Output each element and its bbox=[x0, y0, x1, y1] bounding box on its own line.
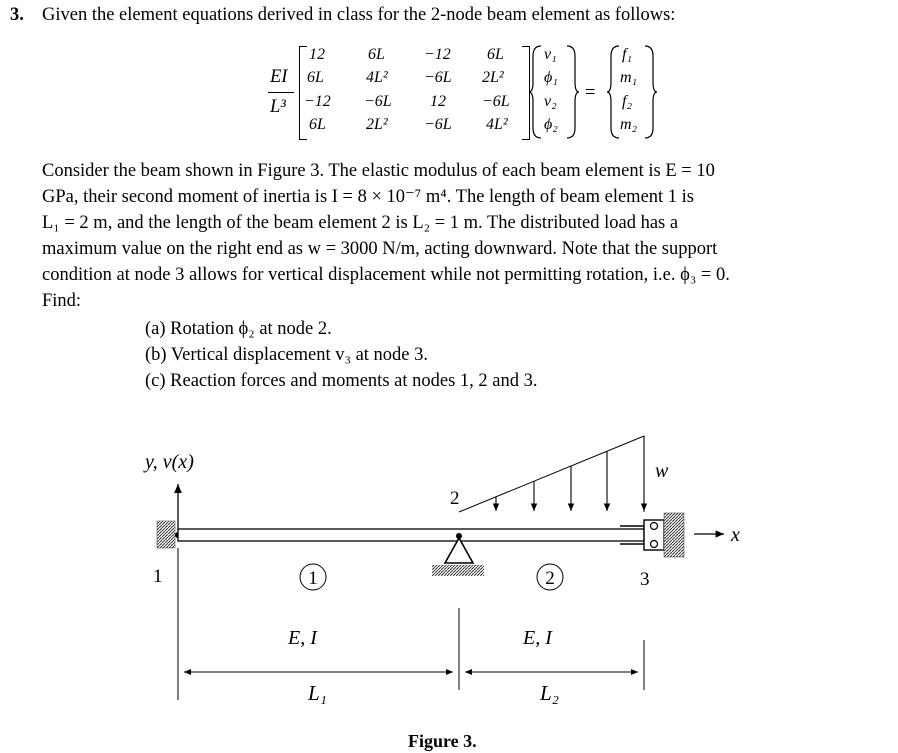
k31: −12 bbox=[304, 93, 331, 110]
paragraph-line-2: GPa, their second moment of inertia is I = 8 × 10⁻⁷ m⁴. The length of beam element 1 is bbox=[42, 187, 695, 207]
k33: 12 bbox=[430, 93, 446, 110]
y-axis-label: y, v(x) bbox=[145, 451, 194, 473]
beam bbox=[178, 529, 644, 541]
k34: −6L bbox=[482, 93, 510, 110]
k13: −12 bbox=[424, 46, 451, 63]
length-l2: L₂ bbox=[540, 681, 559, 705]
problem-number: 3. bbox=[10, 5, 24, 25]
roller-bottom bbox=[651, 541, 658, 548]
element-1-label: 1 bbox=[308, 568, 318, 589]
paragraph-line-4: maximum value on the right end as w = 3000 N/m, acting downward. Note that the support bbox=[42, 239, 718, 259]
pin-support bbox=[445, 538, 473, 563]
k32: −6L bbox=[364, 93, 392, 110]
task-c: (c) Reaction forces and moments at nodes 1, 2 and 3. bbox=[145, 371, 538, 391]
dof-phi1: ϕ₁ bbox=[544, 69, 558, 86]
fixed-wall-right bbox=[664, 513, 684, 557]
k12: 6L bbox=[368, 46, 385, 63]
k21: 6L bbox=[307, 69, 324, 86]
load-label: w bbox=[655, 460, 669, 482]
paragraph-line-6: Find: bbox=[42, 291, 82, 311]
figure-caption: Figure 3. bbox=[408, 731, 477, 751]
roller-top bbox=[651, 523, 658, 530]
load-arrows bbox=[496, 436, 644, 511]
task-a: (a) Rotation ϕ₂ at node 2. bbox=[145, 319, 332, 339]
dof-v1: v₁ bbox=[544, 46, 557, 63]
moment-m2: m₂ bbox=[620, 116, 638, 133]
paragraph-line-1: Consider the beam shown in Figure 3. The elastic modulus of each beam element is E = 10 bbox=[42, 161, 715, 181]
k43: −6L bbox=[424, 116, 452, 133]
length-l1: L₁ bbox=[308, 681, 327, 705]
load-triangle bbox=[459, 436, 644, 512]
node-3-label: 3 bbox=[640, 569, 650, 590]
node-1-label: 1 bbox=[153, 566, 163, 587]
coef-denominator: L³ bbox=[270, 97, 286, 117]
k24: 2L² bbox=[482, 69, 504, 86]
k23: −6L bbox=[424, 69, 452, 86]
x-axis-label: x bbox=[731, 524, 740, 546]
paragraph-line-5: condition at node 3 allows for vertical displacement while not permitting rotation, i.e. ϕ₃ = 0. bbox=[42, 265, 730, 285]
k44: 4L² bbox=[486, 116, 508, 133]
element-1-props: E, I bbox=[288, 627, 317, 649]
k41: 6L bbox=[309, 116, 326, 133]
equals-sign: = bbox=[585, 83, 596, 103]
force-f1: f₁ bbox=[622, 46, 633, 63]
element-2-label: 2 bbox=[545, 568, 555, 589]
node-2-label: 2 bbox=[450, 488, 460, 509]
k42: 2L² bbox=[366, 116, 388, 133]
paragraph-line-3: L₁ = 2 m, and the length of the beam element 2 is L₂ = 1 m. The distributed load has a bbox=[42, 213, 679, 233]
k14: 6L bbox=[487, 46, 504, 63]
dof-phi2: ϕ₂ bbox=[544, 116, 558, 133]
k11: 12 bbox=[309, 46, 325, 63]
coef-numerator: EI bbox=[270, 67, 288, 87]
pin-ground bbox=[432, 565, 484, 576]
fixed-wall-left bbox=[157, 521, 175, 548]
task-b: (b) Vertical displacement v₃ at node 3. bbox=[145, 345, 429, 365]
k22: 4L² bbox=[366, 69, 388, 86]
element-2-props: E, I bbox=[523, 627, 552, 649]
dof-v2: v₂ bbox=[544, 93, 557, 110]
moment-m1: m₁ bbox=[620, 69, 638, 86]
force-f2: f₂ bbox=[622, 93, 633, 110]
problem-intro: Given the element equations derived in class for the 2-node beam element as follows: bbox=[42, 5, 676, 25]
